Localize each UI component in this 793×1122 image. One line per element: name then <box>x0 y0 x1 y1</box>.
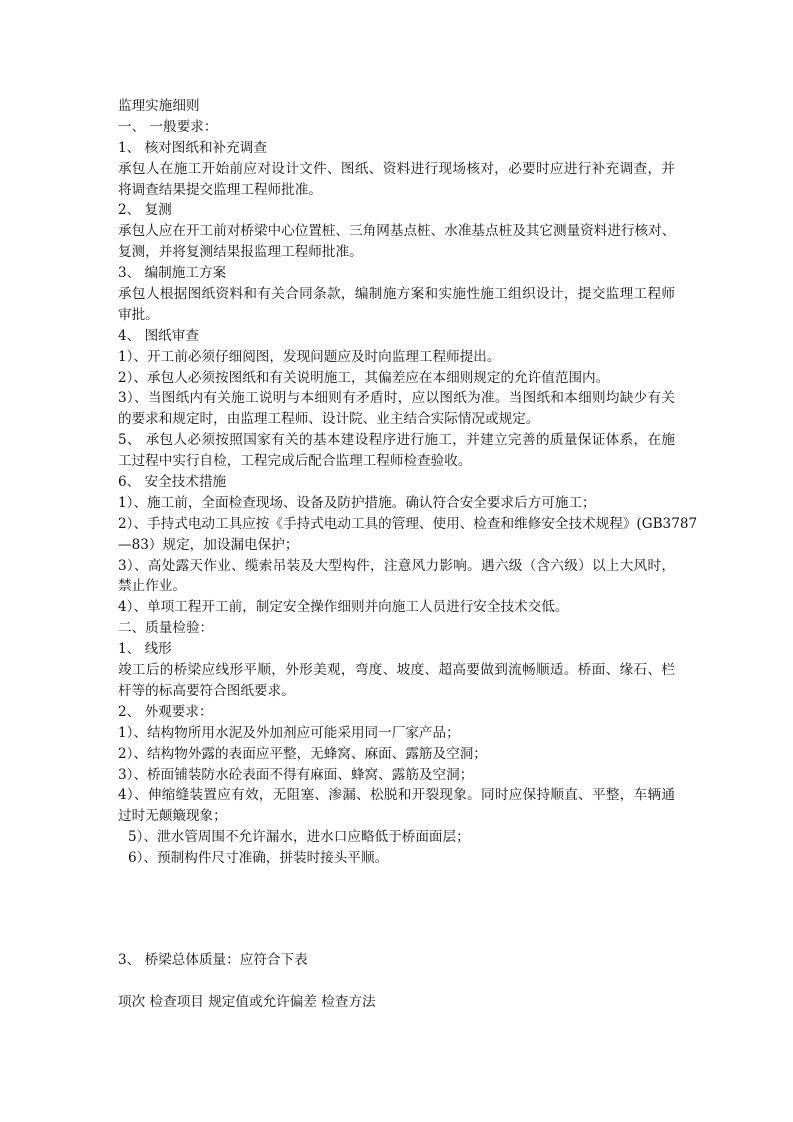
text-line: 工过程中实行自检，工程完成后配合监理工程师检查验收。 <box>118 453 472 470</box>
text-line: 将调查结果提交监理工程师批准。 <box>118 181 322 198</box>
text-line: 禁止作业。 <box>118 578 186 595</box>
text-line: 复测，并将复测结果报监理工程师批准。 <box>118 244 363 261</box>
text-line: 5、 承包人必须按照国家有关的基本建设程序进行施工，并建立完善的质量保证体系，在施 <box>118 432 675 449</box>
text-line: 1）、结构物所用水泥及外加剂应可能采用同一厂家产品； <box>118 724 460 741</box>
text-line: 的要求和规定时，由监理工程师、设计院、业主结合实际情况或规定。 <box>118 411 540 428</box>
text-line: 2）、手持式电动工具应按《手持式电动工具的管理、使用、检查和维修安全技术规程》(GB3787 <box>118 515 698 532</box>
text-line: 3）、高处露天作业、缆索吊装及大型构件，注意风力影响。遇六级（含六级）以上大风时， <box>118 557 675 574</box>
text-line: 审批。 <box>118 306 159 323</box>
text-line: 承包人根据图纸资料和有关合同条款，编制施方案和实施性施工组织设计，提交监理工程师 <box>118 286 675 303</box>
text-line: 承包人在施工开始前应对设计文件、图纸、资料进行现场核对，必要时应进行补充调查，并 <box>118 160 675 177</box>
text-line: 1）、施工前，全面检查现场、设备及防护措施。确认符合安全要求后方可施工； <box>118 494 596 511</box>
text-line: —83）规定，加设漏电保护； <box>118 536 299 553</box>
text-line: 二、质量检验： <box>118 620 214 637</box>
section-heading-bridge-quality: 3、 桥梁总体质量：应符合下表 <box>118 952 308 968</box>
text-line: 2）、承包人必须按图纸和有关说明施工，其偏差应在本细则规定的允许值范围内。 <box>118 369 610 386</box>
text-line: 2）、结构物外露的表面应平整，无蜂窝、麻面、露筋及空洞； <box>118 745 487 762</box>
text-line: 1、 线形 <box>118 641 172 658</box>
text-line: 4、 图纸审查 <box>118 327 199 344</box>
text-line: 3）、当图纸内有关施工说明与本细则有矛盾时，应以图纸为准。当图纸和本细则均缺少有关 <box>118 390 675 407</box>
text-line: 竣工后的桥梁应线形平顺，外形美观，弯度、坡度、超高要做到流畅顺适。桥面、缘石、栏 <box>118 662 675 679</box>
text-line: 2、 外观要求： <box>118 703 213 720</box>
document-body <box>118 96 698 869</box>
text-line: 1）、开工前必须仔细阅图，发现问题应及时向监理工程师提出。 <box>118 348 501 365</box>
text-line: 6、 安全技术措施 <box>118 474 227 491</box>
text-line: 一、 一般要求： <box>118 118 218 135</box>
text-line: 4）、伸缩缝装置应有效，无阻塞、渗漏、松脱和开裂现象。同时应保持顺直、平整，车辆通 <box>118 787 675 804</box>
text-line: 1、 核对图纸和补充调查 <box>118 139 267 156</box>
text-line: 5）、泄水管周围不允许漏水，进水口应略低于桥面面层； <box>128 829 470 846</box>
text-line: 承包人应在开工前对桥梁中心位置桩、三角网基点桩、水准基点桩及其它测量资料进行核对、 <box>118 223 676 240</box>
text-line: 3）、桥面铺装防水砼表面不得有麻面、蜂窝、露筋及空洞； <box>118 766 474 783</box>
text-line: 3、 编制施工方案 <box>118 265 227 282</box>
text-line: 4）、单项工程开工前，制定安全操作细则并向施工人员进行安全技术交低。 <box>118 599 569 616</box>
text-line: 监理实施细则 <box>118 98 200 114</box>
text-line: 过时无颠簸现象； <box>118 808 227 825</box>
text-line: 6）、预制构件尺寸准确，拼装时接头平顺。 <box>128 850 389 867</box>
text-line: 杆等的标高要符合图纸要求。 <box>118 682 295 699</box>
table-header-row: 项次 检查项目 规定值或允许偏差 检查方法 <box>118 994 376 1010</box>
text-line: 2、 复测 <box>118 202 172 219</box>
